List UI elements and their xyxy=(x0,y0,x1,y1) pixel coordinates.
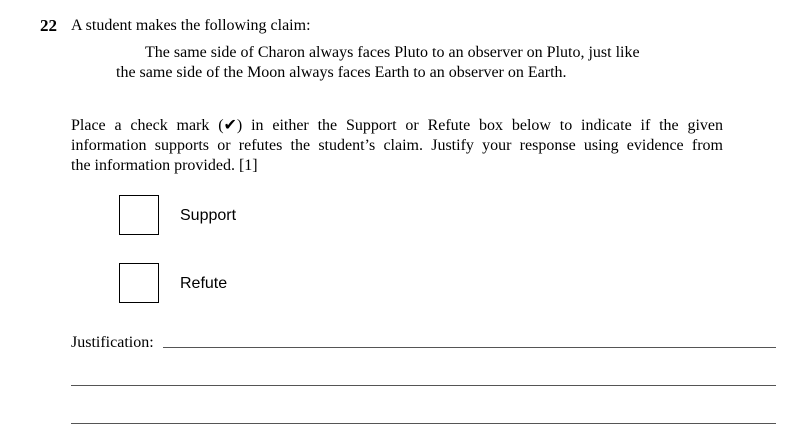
instruction-line-3: the information provided. [1] xyxy=(71,157,258,174)
instruction-line-1: Place a check mark (✔) in either the Support or Refute box below to indicate if the given xyxy=(71,117,723,134)
refute-label: Refute xyxy=(180,275,228,292)
justification-answer-line-2[interactable] xyxy=(71,385,776,386)
instruction-line-2: information supports or refutes the student’s claim. Justify your response using evidence from xyxy=(71,137,723,154)
claim-line-1: The same side of Charon always faces Pluto to an observer on Pluto, just like xyxy=(145,44,640,61)
justification-answer-line-1[interactable] xyxy=(163,347,776,348)
question-number: 22 xyxy=(40,16,57,35)
justification-label: Justification: xyxy=(71,334,154,351)
instructions xyxy=(71,116,723,176)
support-label: Support xyxy=(180,207,237,224)
justification-answer-line-3[interactable] xyxy=(71,423,776,424)
question-stem: A student makes the following claim: xyxy=(71,17,311,34)
support-checkbox[interactable] xyxy=(119,195,159,235)
refute-checkbox[interactable] xyxy=(119,263,159,303)
claim-line-2: the same side of the Moon always faces Earth to an observer on Earth. xyxy=(116,64,567,81)
